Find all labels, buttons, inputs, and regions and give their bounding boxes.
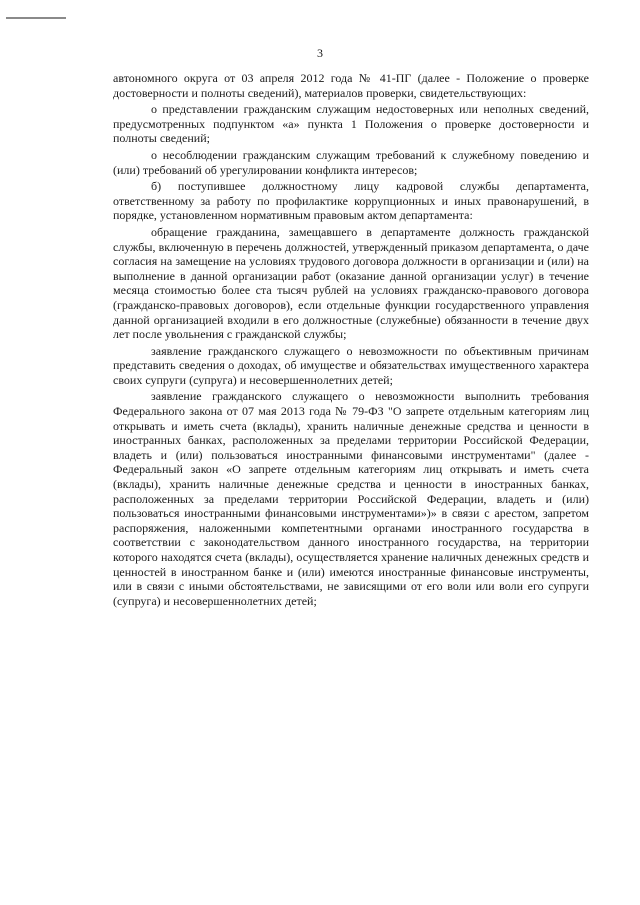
paragraph-item: заявление гражданского служащего о невозможности выполнить требования Федерального закона от 07 мая 2013 года № 79-ФЗ "О запрете отдельным категориям лиц открывать и иметь счета (вклады), хранить наличные денежные средства и ценности в иностранных банках, расположенных за пределами территории Российской Федерации, владеть и (или) пользоваться иностранными финансовыми инструментами" (далее - Федеральный закон «О запрете отдельным категориям лиц открывать и иметь счета (вклады), хранить наличные денежные средства и ценности в иностранных банках, расположенных за пределами территории Российской Федерации, владеть и (или) пользоваться иностранными финансовыми инструментами»)» в связи с арестом, запретом распоряжения, наложенными компетентными органами иностранного государства в соответствии с законодательством данного иностранного государства, на территории которого находятся счета (вклады), осуществляется хранение наличных денежных средств и ценностей в иностранном банке и (или) имеются иностранные финансовые инструменты, или в связи с иными обстоятельствами, не зависящими от его воли или воли его супруги (супруга) и несовершеннолетних детей; bbox=[113, 389, 589, 608]
paragraph-item: о представлении гражданским служащим недостоверных или неполных сведений, предусмотренных подпунктом «а» пункта 1 Положения о проверке достоверности и полноты сведений; bbox=[113, 102, 589, 146]
paragraph-item: заявление гражданского служащего о невозможности по объективным причинам представить сведения о доходах, об имуществе и обязательствах имущественного характера своих супруги (супруга) и несовершеннолетних детей; bbox=[113, 343, 589, 387]
page-number: 3 bbox=[317, 46, 323, 60]
paragraph-item: о несоблюдении гражданским служащим требований к служебному поведению и (или) требований об урегулировании конфликта интересов; bbox=[113, 147, 589, 177]
paragraph-item: б) поступившее должностному лицу кадровой службы департамента, ответственному за работу по профилактике коррупционных и иных правонарушений, в порядке, установленном нормативным правовым актом департамента: bbox=[113, 179, 589, 223]
document-body bbox=[113, 71, 589, 610]
paragraph-continuation: автономного округа от 03 апреля 2012 года № 41-ПГ (далее - Положение о проверке достоверности и полноты сведений), материалов проверки, свидетельствующих: bbox=[113, 71, 589, 100]
paragraph-item: обращение гражданина, замещавшего в департаменте должность гражданской службы, включенную в перечень должностей, утвержденный приказом департамента, о даче согласия на замещение на условиях трудового договора должности в организации и (или) на выполнение в данной организации работ (оказание данной организации услуг) в течение месяца стоимостью более ста тысяч рублей на условиях гражданско-правового договора (гражданско-правовых договоров), если отдельные функции государственного управления данной организацией входили в его должностные (служебные) обязанности в течение двух лет после увольнения с гражданской службы; bbox=[113, 224, 589, 342]
scan-edge-mark bbox=[6, 17, 66, 19]
